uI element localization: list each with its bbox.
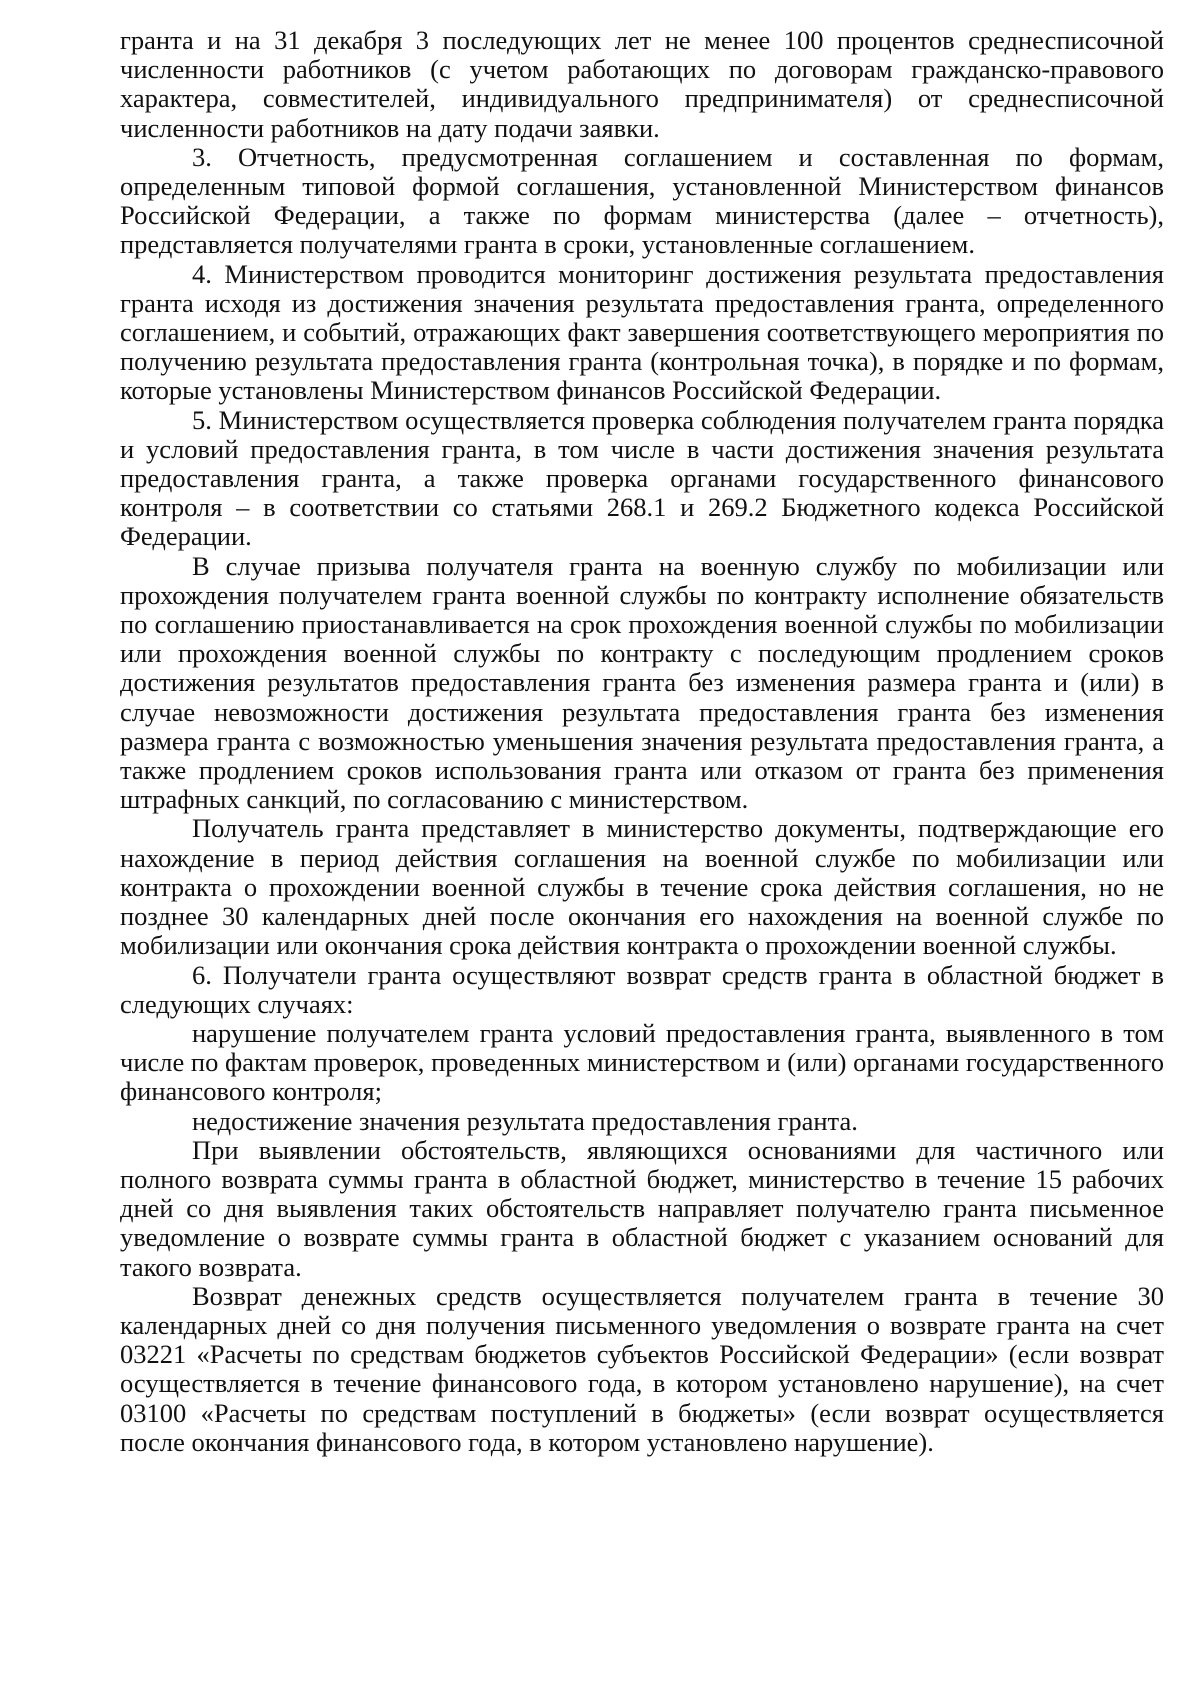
list-item: недостижение значения результата предоставления гранта.: [192, 1105, 858, 1136]
list-item: нарушение получателем гранта условий предоставления гранта, выявленного в том числе по фактам проверок, проведенных министерством и (или) органами государственного финансового контроля;: [120, 1017, 1164, 1107]
paragraph: гранта и на 31 декабря 3 последующих лет не менее 100 процентов среднесписочной численности работников (с учетом работающих по договорам гражданско-правового характера, совместителей, индивидуального предпринимателя) от среднесписочной численности работников на дату подачи заявки.: [120, 25, 1164, 143]
paragraph: В случае призыва получателя гранта на военную службу по мобилизации или прохождения получателем гранта военной службы по контракту исполнение обязательств по соглашению приостанавливается на срок прохождения военной службы по мобилизации или прохождения военной службы по контракту с последующим продлением сроков достижения результатов предоставления гранта без изменения размера гранта и (или) в случае невозможности достижения результата предоставления гранта без изменения размера гранта с возможностью уменьшения значения результата предоставления гранта, а также продлением сроков использования гранта или отказом от гранта без применения штрафных санкций, по согласованию с министерством.: [120, 550, 1164, 815]
paragraph: При выявлении обстоятельств, являющихся основаниями для частичного или полного возврата суммы гранта в областной бюджет, министерство в течение 15 рабочих дней со дня выявления таких обстоятельств направляет получателю гранта письменное уведомление о возврате суммы гранта в областной бюджет с указанием оснований для такого возврата.: [120, 1134, 1164, 1282]
paragraph: Получатель гранта представляет в министерство документы, подтверждающие его нахождение в период действия соглашения на военной службе по мобилизации или контракта о прохождении военной службы в течение срока действия соглашения, но не позднее 30 календарных дней после окончания его нахождения на военной службе по мобилизации или окончания срока действия контракта о прохождении военной службы.: [120, 813, 1164, 961]
document-body: [120, 26, 1164, 1457]
paragraph: 6. Получатели гранта осуществляют возврат средств гранта в областной бюджет в следующих случаях:: [120, 959, 1164, 1019]
paragraph: 4. Министерством проводится мониторинг достижения результата предоставления гранта исходя из достижения значения результата предоставления гранта, определенного соглашением, и событий, отражающих факт завершения соответствующего мероприятия по получению результата предоставления гранта (контрольная точка), в порядке и по формам, которые установлены Министерством финансов Российской Федерации.: [120, 258, 1164, 406]
paragraph: 5. Министерством осуществляется проверка соблюдения получателем гранта порядка и условий предоставления гранта, в том числе в части достижения значения результата предоставления гранта, а также проверка органами государственного финансового контроля – в соответствии со статьями 268.1 и 269.2 Бюджетного кодекса Российской Федерации.: [120, 404, 1164, 552]
paragraph: Возврат денежных средств осуществляется получателем гранта в течение 30 календарных дней со дня получения письменного уведомления о возврате гранта на счет 03221 «Расчеты по средствам бюджетов субъектов Российской Федерации» (если возврат осуществляется в течение финансового года, в котором установлено нарушение), на счет 03100 «Расчеты по средствам поступлений в бюджеты» (если возврат осуществляется после окончания финансового года, в котором установлено нарушение).: [120, 1280, 1164, 1457]
paragraph: 3. Отчетность, предусмотренная соглашением и составленная по формам, определенным типовой формой соглашения, установленной Министерством финансов Российской Федерации, а также по формам министерства (далее – отчетность), представляется получателями гранта в сроки, установленные соглашением.: [120, 141, 1164, 260]
